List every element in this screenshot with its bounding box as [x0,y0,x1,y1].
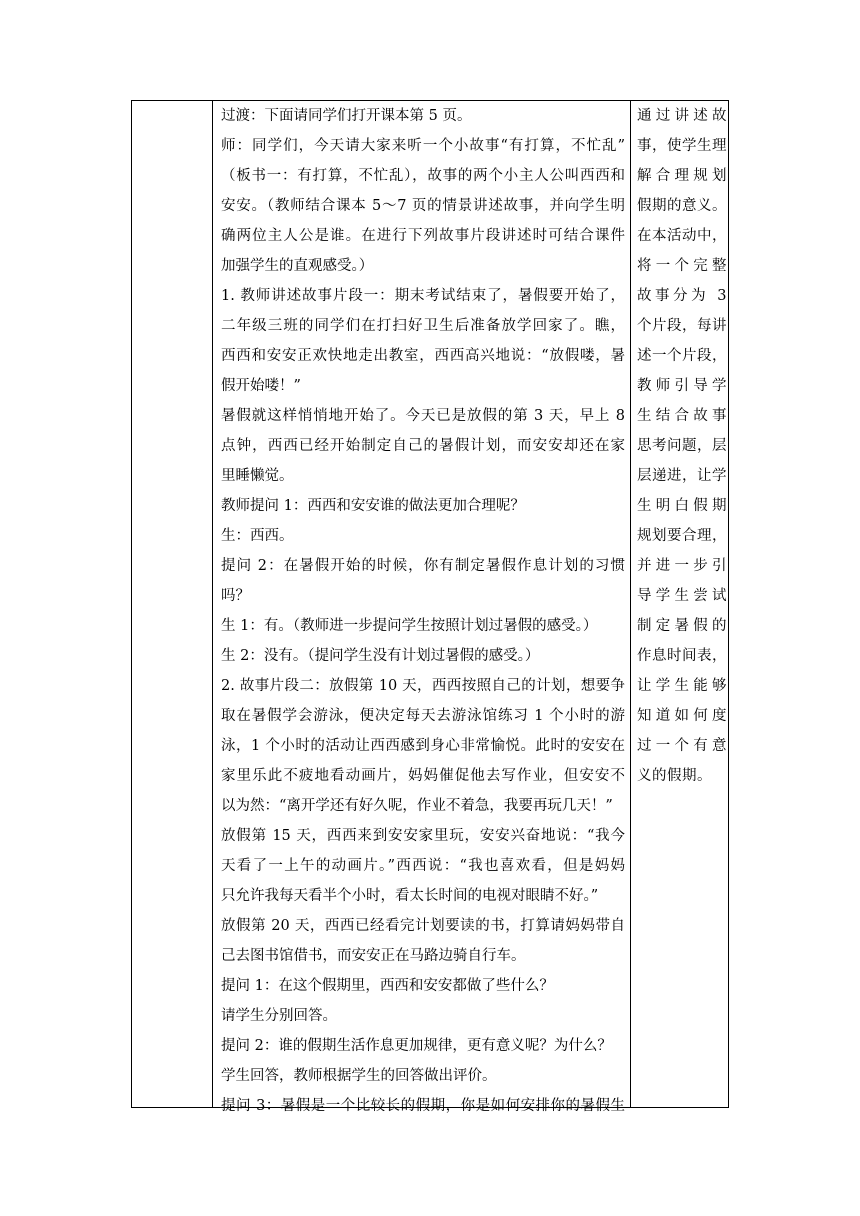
process-text-line: 放假第 15 天，西西来到安安家里玩，安安兴奋地说：“我今 [221,828,625,844]
intent-text-line: 述一个片段， [637,348,727,364]
column-divider-right [630,101,631,1107]
column-divider-left [212,101,213,1107]
process-text-line: 放假第 20 天，西西已经看完计划要读的书，打算请妈妈带自 [221,918,625,934]
teaching-process-cell [221,101,625,1121]
intent-text-line: 事，使学生理 [637,138,727,154]
process-text-line: 二年级三班的同学们在打扫好卫生后准备放学回家了。瞧， [221,318,625,334]
process-text-line: 生：西西。 [221,528,294,544]
intent-text-line: 个片段，每讲 [637,318,727,334]
process-text-line: 生 2：没有。（提问学生没有计划过暑假的感受。） [221,648,540,664]
intent-text-line: 并进一步引 [637,558,727,574]
process-text-line: 吗？ [221,588,250,604]
process-text-line: 提问 2：在暑假开始的时候，你有制定暑假作息计划的习惯 [221,558,625,574]
intent-text-line: 层递进，让学 [637,468,727,484]
intent-text-line: 通过讲述故 [637,108,727,124]
intent-text-line: 知道如何度 [637,708,727,724]
process-text-line: 过渡：下面请同学们打开课本第 5 页。 [221,108,472,124]
intent-text-line: 过一个有意 [637,738,727,754]
process-text-line: 暑假就这样悄悄地开始了。今天已是放假的第 3 天，早上 8 [221,408,625,424]
lesson-table [131,100,729,1114]
process-text-line: 假开始喽！” [221,378,301,394]
intent-text-line: 让学生能够 [637,678,727,694]
process-text-line: 己去图书馆借书，而安安正在马路边骑自行车。 [221,948,526,964]
process-text-line: 西西和安安正欢快地走出教室，西西高兴地说：“放假喽，暑 [221,348,625,364]
intent-text-line: 制定暑假的 [637,618,727,634]
process-text-line: 安安。（教师结合课本 5～7 页的情景讲述故事，并向学生明 [221,198,625,214]
intent-text-line: 生结合故事 [637,408,727,424]
process-text-line: 1. 教师讲述故事片段一：期末考试结束了，暑假要开始了， [221,288,625,304]
process-text-line: 提问 1：在这个假期里，西西和安安都做了些什么？ [221,978,554,994]
process-text-line: 教师提问 1：西西和安安谁的做法更加合理呢？ [221,498,525,514]
design-intent-cell [637,101,727,791]
process-text-line: 师：同学们，今天请大家来听一个小故事“有打算，不忙乱” [221,138,625,154]
process-text-line: 取在暑假学会游泳，便决定每天去游泳馆练习 1 个小时的游 [221,708,625,724]
intent-text-line: 故事分为 3 [637,288,727,304]
process-text-line: 只允许我每天看半个小时，看太长时间的电视对眼睛不好。” [221,888,599,904]
intent-text-line: 假期的意义。 [637,198,727,214]
intent-text-line: 思考问题，层 [637,438,727,454]
process-text-line: 天看了一上午的动画片。”西西说：“我也喜欢看，但是妈妈 [221,858,625,874]
intent-text-line: 将一个完整 [637,258,727,274]
process-text-line: 提问 2：谁的假期生活作息更加规律，更有意义呢？为什么？ [221,1038,612,1054]
process-text-line: （板书一：有打算，不忙乱），故事的两个小主人公叫西西和 [221,168,625,184]
process-text-line: 以为然：“离开学还有好久呢，作业不着急，我要再玩几天！” [221,798,613,814]
process-text-line: 2. 故事片段二：放假第 10 天，西西按照自己的计划，想要争 [221,678,625,694]
process-text-line: 加强学生的直观感受。） [221,258,374,274]
process-text-line: 提问 3：暑假是一个比较长的假期，你是如何安排你的暑假生 [221,1098,625,1114]
process-text-line: 生 1：有。（教师进一步提问学生按照计划过暑假的感受。） [221,618,598,634]
process-text-line: 家里乐此不疲地看动画片，妈妈催促他去写作业，但安安不 [221,768,625,784]
intent-text-line: 生明白假期 [637,498,727,514]
intent-text-line: 教师引导学 [637,378,727,394]
process-text-line: 点钟，西西已经开始制定自己的暑假计划，而安安却还在家 [221,438,625,454]
process-text-line: 确两位主人公是谁。在进行下列故事片段讲述时可结合课件 [221,228,625,244]
intent-text-line: 作息时间表， [637,648,727,664]
process-text-line: 里睡懒觉。 [221,468,294,484]
intent-text-line: 义的假期。 [637,768,712,784]
intent-text-line: 解合理规划 [637,168,727,184]
intent-text-line: 在本活动中， [637,228,727,244]
process-text-line: 请学生分别回答。 [221,1008,337,1024]
intent-text-line: 导学生尝试 [637,588,727,604]
process-text-line: 泳，1 个小时的活动让西西感到身心非常愉悦。此时的安安在 [221,738,625,754]
intent-text-line: 规划要合理， [637,528,727,544]
process-text-line: 学生回答，教师根据学生的回答做出评价。 [221,1068,497,1084]
